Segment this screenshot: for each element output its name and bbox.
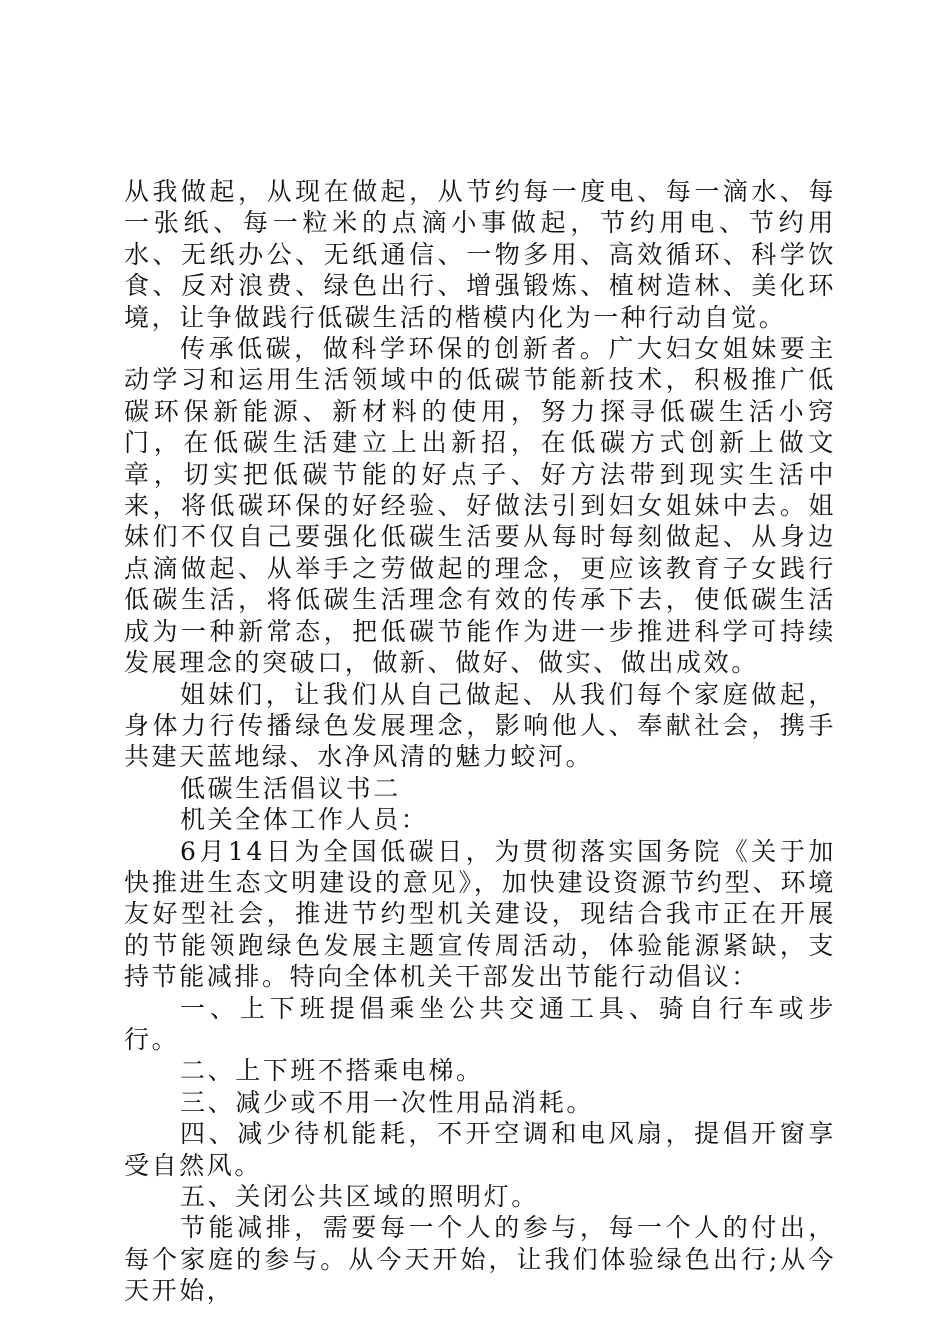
list-item-5: 五、关闭公共区域的照明灯。 — [180, 1182, 539, 1211]
paragraph-3: 姐妹们，让我们从自己做起、从我们每个家庭做起，身体力行传播绿色发展理念，影响他人、奉献社会，携手共建天蓝地绿、水净风清的魅力蛟河。 — [124, 679, 836, 772]
paragraph-intro: 6月14日为全国低碳日，为贯彻落实国务院《关于加快推进生态文明建设的意见》，加快建设资源节约型、环境友好型社会，推进节约型机关建设，现结合我市正在开展的节能领跑绿色发展主题宣传周活动，体验能源紧缺，支持节能减排。特向全体机关干部发出节能行动倡议： — [124, 836, 836, 992]
salutation: 机关全体工作人员： — [180, 805, 429, 835]
section-heading: 低碳生活倡议书二 — [180, 773, 401, 803]
paragraph-closing: 节能减排，需要每一个人的参与，每一个人的付出，每个家庭的参与。从今天开始，让我们体验绿色出行;从今天开始， — [124, 1213, 836, 1306]
paragraph-2: 传承低碳，做科学环保的创新者。广大妇女姐妹要主动学习和运用生活领域中的低碳节能新技术，积极推广低碳环保新能源、新材料的使用，努力探寻低碳生活小窍门，在低碳生活建立上出新招，在低碳方式创新上做文章，切实把低碳节能的好点子、好方法带到现实生活中来，将低碳环保的好经验、好做法引到妇女姐妹中去。姐妹们不仅自己要强化低碳生活要从每时每刻做起、从身边点滴做起、从举手之劳做起的理念，更应该教育子女践行低碳生活，将低碳生活理念有效的传承下去，使低碳生活成为一种新常态，把低碳节能作为进一步推进科学可持续发展理念的突破口，做新、做好、做实、做出成效。 — [124, 334, 836, 678]
list-item-2: 二、上下班不搭乘电梯。 — [180, 1056, 484, 1086]
list-item-3: 三、减少或不用一次性用品消耗。 — [180, 1087, 595, 1117]
document-body — [124, 176, 836, 1307]
list-item-4: 四、减少待机能耗，不开空调和电风扇，提倡开窗享受自然风。 — [124, 1119, 836, 1180]
list-item-1: 一、上下班提倡乘坐公共交通工具、骑自行车或步行。 — [124, 993, 836, 1054]
paragraph-1: 从我做起，从现在做起，从节约每一度电、每一滴水、每一张纸、每一粒米的点滴小事做起，节约用电、节约用水、无纸办公、无纸通信、一物多用、高效循环、科学饮食、反对浪费、绿色出行、增强锻炼、植树造林、美化环境，让争做践行低碳生活的楷模内化为一种行动自觉。 — [124, 177, 836, 332]
